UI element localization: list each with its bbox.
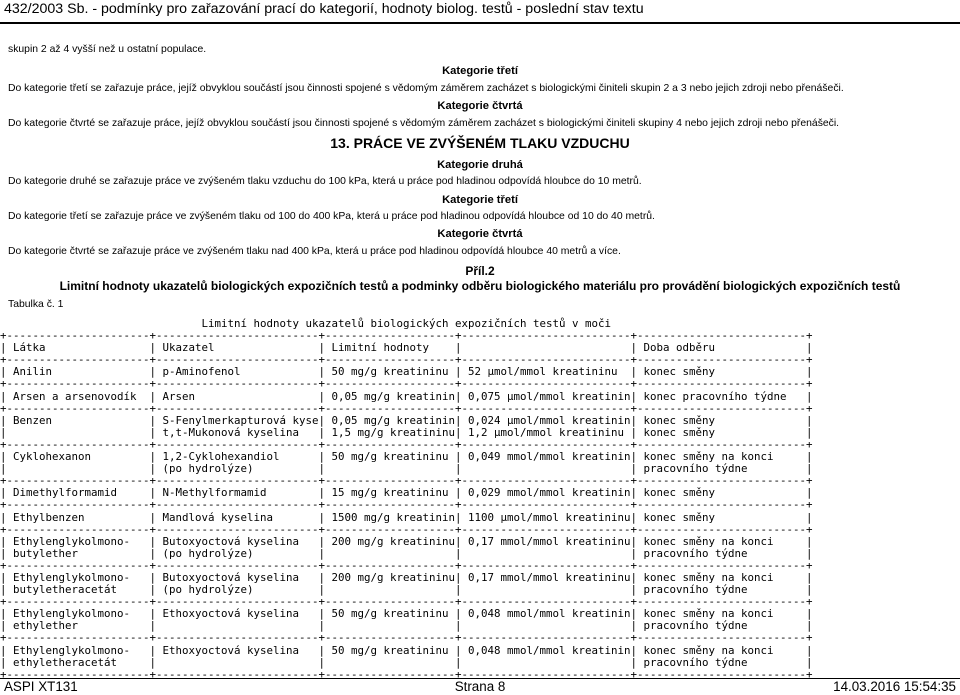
- table-caption: Limitní hodnoty ukazatelů biologických expozičních testů v moči: [201, 317, 612, 330]
- annex-title: Limitní hodnoty ukazatelů biologických expozičních testů a podminky odběru biologického materiálu pro provádění biologických expozičních testů: [59, 279, 901, 293]
- table-row: | Ethylenglykolmono- | Ethoxyoctová kyselina | 50 mg/g kreatininu | 0,048 mmol/mmol kreatinin| konec směny na konci |: [0, 607, 813, 621]
- table-row: | Arsen a arsenovodík | Arsen | 0,05 mg/g kreatinin| 0,075 µmol/mmol kreatinin| konec pracovního týdne |: [0, 389, 813, 403]
- heading-kategorie-treti-1: Kategorie třetí: [442, 65, 518, 77]
- heading-kategorie-ctvrta-1: Kategorie čtvrtá: [437, 100, 523, 112]
- table-row: | ethyletheracetát | | | | pracovního týdne |: [0, 655, 813, 669]
- ascii-limits-table: Limitní hodnoty ukazatelů biologických expozičních testů v moči +----------------------+-------------------------+--------------------+--------------------------+--------------------------+ | Látka | Ukazatel | Limitní hodnoty | | Doba odběru | +----------------------+-------------------------+--------------------+--------------------------+--------------------------+ | Anilin | p-Aminofenol | 50 mg/g kreatininu | 52 µmol/mmol kreatininu | konec směny | +----------------------+-------------------------+--------------------+--------------------------+--------------------------+ | Arsen a arsenovodík | Arsen | 0,05 mg/g kreatinin| 0,075 µmol/mmol kreatinin| konec pracovního týdne | +----------------------+-------------------------+--------------------+--------------------------+--------------------------+ | Benzen | S-Fenylmerkapturová kyse| 0,05 mg/g kreatinin| 0,024 µmol/mmol kreatinin| konec směny | | | t,t-Mukonová kyselina | 1,5 mg/g kreatininu| 1,2 µmol/mmol kreatininu | konec směny | +----------------------+-------------------------+--------------------+--------------------------+--------------------------+ | Cyklohexanon | 1,2-Cyklohexandiol | 50 mg/g kreatininu | 0,049 mmol/mmol kreatinin| konec směny na konci | | | (po hydrolýze) | | | pracovního týdne | +----------------------+-------------------------+--------------------+--------------------------+--------------------------+ | Dimethylformamid | N-Methylformamid | 15 mg/g kreatininu | 0,029 mmol/mmol kreatinin| konec směny | +----------------------+-------------------------+--------------------+--------------------------+--------------------------+ | Ethylbenzen | Mandlová kyselina | 1500 mg/g kreatinin| 1100 µmol/mmol kreatininu| konec směny | +----------------------+-------------------------+--------------------+--------------------------+--------------------------+ | Ethylenglykolmono- | Butoxyoctová kyselina | 200 mg/g kreatininu| 0,17 mmol/mmol kreatininu| konec směny na konci | | butylether | (po hydrolýze) | | | pracovního týdne | +----------------------+-------------------------+--------------------+--------------------------+--------------------------+ | Ethylenglykolmono- | Butoxyoctová kyselina | 200 mg/g kreatininu| 0,17 mmol/mmol kreatininu| konec směny na konci | | butyletheracetát | (po hydrolýze) | | | pracovního týdne | +----------------------+-------------------------+--------------------+--------------------------+--------------------------+ | Ethylenglykolmono- | Ethoxyoctová kyselina | 50 mg/g kreatininu | 0,048 mmol/mmol kreatinin| konec směny na konci | | ethylether | | | | pracovního týdne | +----------------------+-------------------------+--------------------+--------------------------+--------------------------+ | Ethylenglykolmono- | Ethoxyoctová kyselina | 50 mg/g kreatininu | 0,048 mmol/mmol kreatinin| konec směny na konci | | ethyletheracetát | | | | pracovního týdne | +----------------------+-------------------------+--------------------+--------------------------+--------------------------+: [0, 317, 813, 681]
- table-row: | butylether | (po hydrolýze) | | | pracovního týdne |: [0, 546, 813, 560]
- table-row: | | (po hydrolýze) | | | pracovního týdne |: [0, 462, 813, 476]
- table-row: | Ethylenglykolmono- | Ethoxyoctová kyselina | 50 mg/g kreatininu | 0,048 mmol/mmol kreatinin| konec směny na konci |: [0, 643, 813, 657]
- table-row: | Dimethylformamid | N-Methylformamid | 15 mg/g kreatininu | 0,029 mmol/mmol kreatinin| konec směny |: [0, 486, 813, 500]
- paragraph-kategorie-druha: Do kategorie druhé se zařazuje práce ve zvýšeném tlaku vzduchu do 100 kPa, která u práce pod hladinou odpovídá hloubce do 10 metrů.: [8, 176, 642, 187]
- table-row: | Ethylenglykolmono- | Butoxyoctová kyselina | 200 mg/g kreatininu| 0,17 mmol/mmol kreatininu| konec směny na konci |: [0, 534, 813, 548]
- table-row: | Cyklohexanon | 1,2-Cyklohexandiol | 50 mg/g kreatininu | 0,049 mmol/mmol kreatinin| konec směny na konci |: [0, 450, 813, 464]
- table-number: Tabulka č. 1: [8, 299, 64, 310]
- paragraph-kategorie-ctvrta-1: Do kategorie čtvrté se zařazuje práce, jejíž obvyklou součástí jsou činnosti spojené s vědomým záměrem zacházet s biologickými činiteli skupiny 4 nebo jejich zdroji nebo přenášeči.: [8, 118, 840, 129]
- table-row: | | t,t-Mukonová kyselina | 1,5 mg/g kreatininu| 1,2 µmol/mmol kreatininu | konec směny |: [0, 425, 813, 439]
- annex-label: Příl.2: [465, 264, 495, 278]
- table-row: | butyletheracetát | (po hydrolýze) | | | pracovního týdne |: [0, 583, 813, 597]
- table-row: | Anilin | p-Aminofenol | 50 mg/g kreatininu | 52 µmol/mmol kreatininu | konec směny |: [0, 365, 813, 379]
- footer-page-number: Strana 8: [454, 679, 506, 694]
- table-row: | Ethylbenzen | Mandlová kyselina | 1500 mg/g kreatinin| 1100 µmol/mmol kreatininu| konec směny |: [0, 510, 813, 524]
- table-header-row: | Látka | Ukazatel | Limitní hodnoty | | Doba odběru |: [0, 341, 813, 355]
- paragraph-kategorie-treti-2: Do kategorie třetí se zařazuje práce ve zvýšeném tlaku od 100 do 400 kPa, která u práce pod hladinou odpovídá hloubce od 10 do 40 metrů.: [8, 211, 655, 222]
- section-title-13: 13. PRÁCE VE ZVÝŠENÉM TLAKU VZDUCHU: [330, 135, 630, 151]
- footer-source: ASPI XT131: [4, 679, 78, 694]
- continuation-line: skupin 2 až 4 vyšší než u ostatní populace.: [8, 44, 207, 55]
- table-row: | ethylether | | | | pracovního týdne |: [0, 619, 813, 633]
- table-row: | Ethylenglykolmono- | Butoxyoctová kyselina | 200 mg/g kreatininu| 0,17 mmol/mmol kreatininu| konec směny na konci |: [0, 570, 813, 584]
- footer-timestamp: 14.03.2016 15:54:35: [833, 679, 956, 694]
- paragraph-kategorie-treti-1: Do kategorie třetí se zařazuje práce, jejíž obvyklou součástí jsou činnosti spojené s vědomým záměrem zacházet s biologickými činiteli skupin 2 a 3 nebo jejich zdroji nebo přenášeči.: [8, 83, 844, 94]
- document-title: 432/2003 Sb. - podmínky pro zařazování prací do kategorií, hodnoty biolog. testů - poslední stav textu: [4, 1, 644, 17]
- table-row: | Benzen | S-Fenylmerkapturová kyse| 0,05 mg/g kreatinin| 0,024 µmol/mmol kreatinin| konec směny |: [0, 413, 813, 427]
- heading-kategorie-ctvrta-2: Kategorie čtvrtá: [437, 228, 523, 240]
- heading-kategorie-treti-2: Kategorie třetí: [442, 194, 518, 206]
- paragraph-kategorie-ctvrta-2: Do kategorie čtvrté se zařazuje práce ve zvýšeném tlaku nad 400 kPa, která u práce pod hladinou odpovídá hloubce 40 metrů a více.: [8, 246, 621, 257]
- header-divider: [0, 22, 960, 24]
- heading-kategorie-druha: Kategorie druhá: [437, 159, 523, 171]
